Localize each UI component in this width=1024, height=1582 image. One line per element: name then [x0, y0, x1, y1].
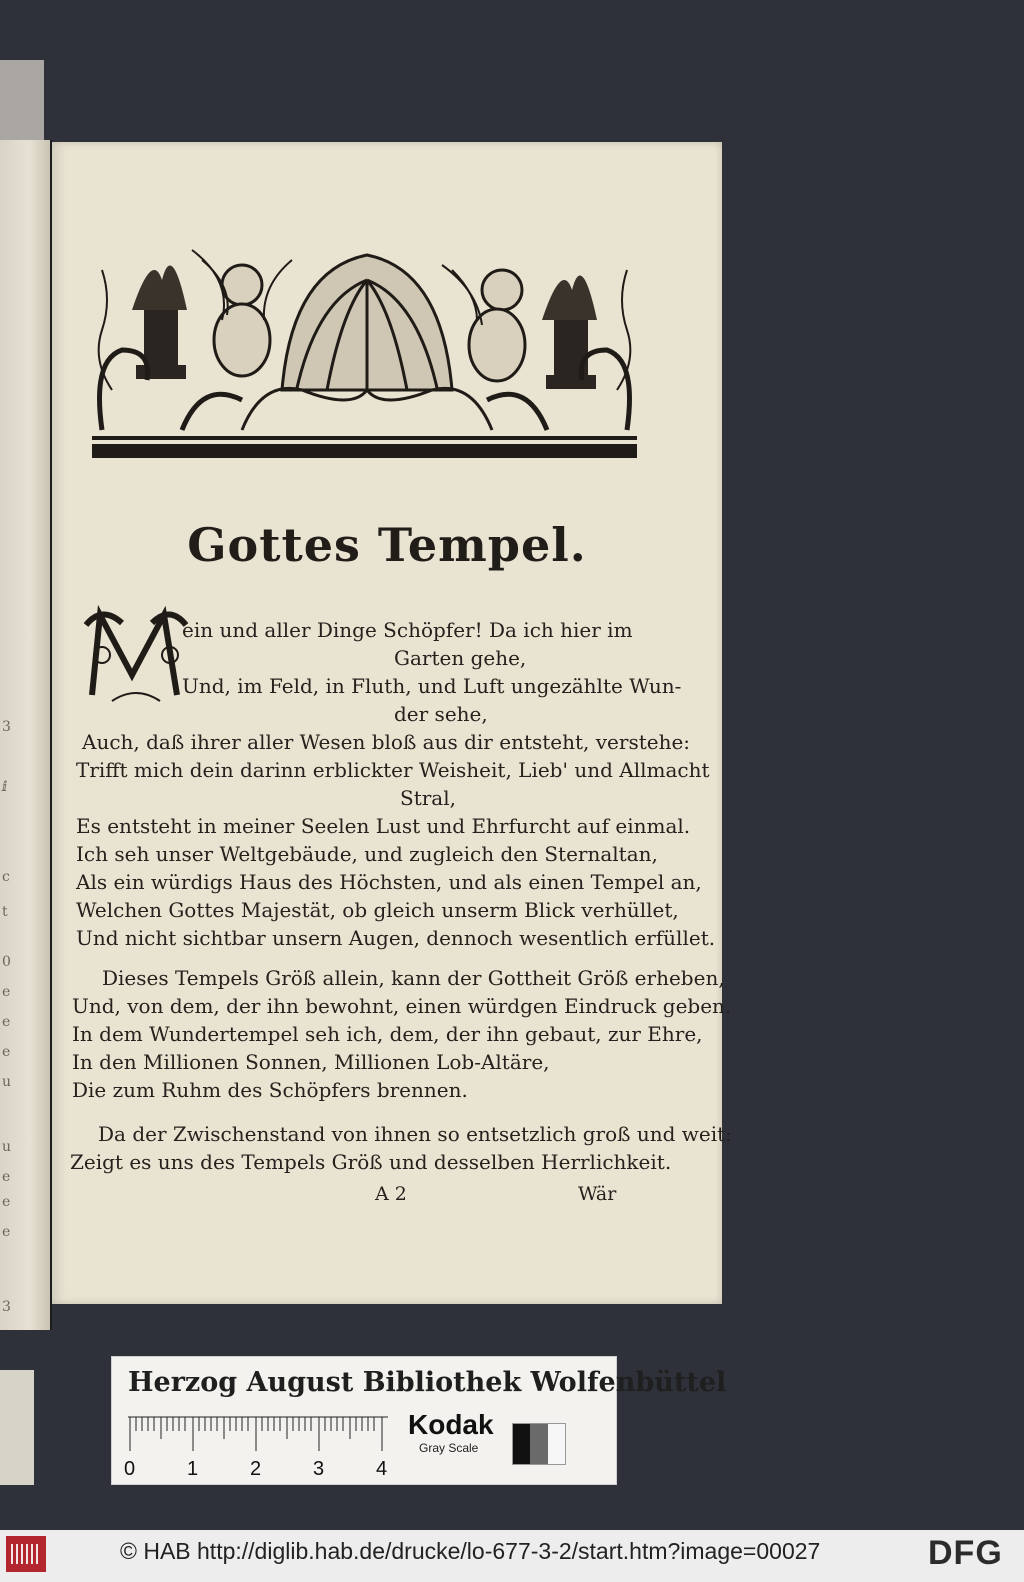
poem-line: Zeigt es uns des Tempels Größ und desselben Herrlichkeit. — [70, 1150, 672, 1174]
footer-bar — [0, 1530, 1024, 1582]
kodak-logo: Kodak — [408, 1409, 494, 1440]
previous-page-edge: 3 ⅈ c t 0 e e e u u e e e 3 — [0, 140, 52, 1330]
poem-line: Die zum Ruhm des Schöpfers brennen. — [72, 1078, 468, 1102]
ruler-label: 1 — [187, 1458, 199, 1480]
poem-line: Und, im Feld, in Fluth, und Luft ungezählte Wun- — [182, 674, 682, 698]
poem-line: In den Millionen Sonnen, Millionen Lob-Altäre, — [72, 1050, 550, 1074]
poem-line: Auch, daß ihrer aller Wesen bloß aus dir entsteht, verstehe: — [82, 730, 691, 754]
previous-leaf-tab — [0, 60, 44, 145]
gray-swatch — [512, 1423, 566, 1465]
ruler-label: 3 — [313, 1458, 325, 1480]
ruler-label: 0 — [124, 1458, 136, 1480]
catchword: Wär — [578, 1183, 617, 1205]
library-name: Herzog August Bibliothek Wolfenbüttel — [128, 1367, 727, 1398]
poem-line: In dem Wundertempel seh ich, dem, der ihn gebaut, zur Ehre, — [72, 1022, 703, 1046]
dfg-logo: DFG — [928, 1534, 1003, 1572]
poem-line: der sehe, — [394, 702, 488, 726]
ruler-label: 2 — [250, 1458, 262, 1480]
hab-logo-icon — [6, 1536, 46, 1572]
poem-text — [52, 600, 732, 1200]
poem-line: Ich seh unser Weltgebäude, und zugleich den Sternaltan, — [76, 842, 658, 866]
poem-title: Gottes Tempel. — [187, 518, 587, 572]
signature-mark: A 2 — [375, 1183, 407, 1205]
poem-line: ein und aller Dinge Schöpfer! Da ich hier im — [182, 618, 633, 642]
poem-line: Als ein würdigs Haus des Höchsten, und als einen Tempel an, — [76, 870, 702, 894]
poem-line: Dieses Tempels Größ allein, kann der Gottheit Größ erheben, — [102, 966, 725, 990]
poem-line: Es entsteht in meiner Seelen Lust und Ehrfurcht auf einmal. — [76, 814, 691, 838]
poem-line: Welchen Gottes Majestät, ob gleich unserm Blick verhüllet, — [76, 898, 679, 922]
source-url-link[interactable]: © HAB http://diglib.hab.de/drucke/lo-677-3-2/start.htm?image=00027 — [120, 1538, 821, 1564]
poem-line: Stral, — [400, 786, 456, 810]
poem-line: Und, von dem, der ihn bewohnt, einen würdgen Eindruck geben. — [72, 994, 732, 1018]
shelf-label-edge — [0, 1370, 34, 1485]
measurement-ruler — [124, 1415, 408, 1483]
headpiece-ornament-image — [92, 240, 637, 468]
poem-line: Trifft mich dein darinn erblickter Weisheit, Lieb' und Allmacht — [76, 758, 710, 782]
poem-line: Da der Zwischenstand von ihnen so entsetzlich groß und weit: — [98, 1122, 732, 1146]
poem-line: Und nicht sichtbar unsern Augen, dennoch wesentlich erfüllet. — [76, 926, 716, 950]
poem-line: Garten gehe, — [394, 646, 527, 670]
gray-scale-label: Gray Scale — [419, 1441, 479, 1455]
color-calibration-card — [111, 1356, 727, 1485]
ruler-label: 4 — [376, 1458, 388, 1480]
